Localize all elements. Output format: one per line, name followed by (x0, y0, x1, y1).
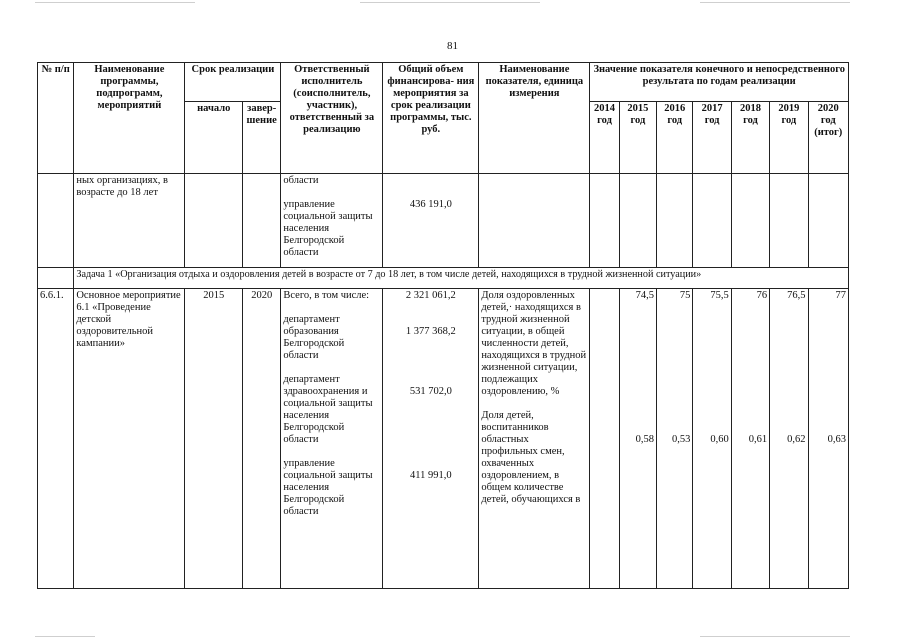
indicator-value: 75 (679, 290, 691, 301)
header-indicator: Наименование показателя, единица измерения (479, 63, 590, 174)
header-responsible: Ответственный исполнитель (соисполнитель, участник), ответственный за реализацию (281, 63, 383, 174)
indicator-value: 75,5 (710, 290, 729, 301)
year-suffix: год (743, 115, 758, 126)
funding-amount: 411 991,0 (410, 470, 452, 481)
header-year-2019 (770, 102, 808, 174)
header-year-2020 (808, 102, 848, 174)
indicator-value: 0,60 (710, 434, 729, 445)
funding-amount: 1 377 368,2 (405, 326, 456, 337)
header-funding: Общий объем финансирова- ния мероприятия за срок реализации программы, тыс. руб. (383, 63, 479, 174)
cell-responsible (281, 289, 383, 589)
cell-no (38, 174, 74, 268)
top-edge-line (360, 2, 540, 3)
program-table (37, 62, 849, 589)
cell-year-2019 (770, 289, 808, 589)
cell-funding (383, 174, 479, 268)
indicator-value: 0,58 (635, 434, 655, 445)
header-start: начало (185, 102, 243, 174)
header-year-2017 (693, 102, 731, 174)
indicator-value: 0,53 (672, 434, 691, 445)
indicator-value: 74,5 (635, 290, 655, 301)
indicator-value: 76 (756, 290, 768, 301)
year-label: 2020 (817, 103, 839, 114)
year-suffix: год (667, 115, 683, 126)
header-period: Срок реализации (185, 63, 281, 102)
cell-year-2014 (590, 289, 619, 589)
year-label: 2015 (627, 103, 649, 114)
page-number: 81 (447, 40, 458, 52)
header-year-2014 (590, 102, 619, 174)
header-year-2018 (731, 102, 769, 174)
cell-name: Основное мероприятие 6.1 «Проведение детской оздоровительной кампании» (74, 289, 185, 589)
bottom-edge-line (35, 636, 95, 637)
year-label: 2018 (739, 103, 761, 114)
cell-responsible (281, 174, 383, 268)
year-suffix: год (781, 115, 797, 126)
responsible-entry: департамент образования Белгородской области (283, 314, 345, 361)
top-edge-line (700, 2, 850, 3)
year-suffix: год (630, 115, 646, 126)
cell-end: 2020 (243, 289, 281, 589)
cell-indicator (479, 289, 590, 589)
header-year-2015 (619, 102, 656, 174)
year-suffix: год (итог) (814, 115, 843, 138)
cell-end (243, 174, 281, 268)
indicator-value: 0,61 (748, 434, 768, 445)
year-label: 2017 (701, 103, 723, 114)
funding-amount: 531 702,0 (409, 386, 452, 397)
header-name: Наименование программы, подпрограмм, мероприятий (74, 63, 185, 174)
cell-year-2020 (808, 289, 848, 589)
indicator-text: Доля детей, воспитанников областных профильных смен, охваченных оздоровлением, в общем количестве детей, обучающихся в (481, 410, 581, 505)
header-row-1 (38, 63, 849, 102)
indicator-value: 76,5 (787, 290, 806, 301)
cell-year-2016 (657, 289, 693, 589)
header-no: № п/п (38, 63, 74, 174)
cell-year-2015 (619, 289, 656, 589)
funding-amount: 436 191,0 (409, 199, 452, 210)
cell-name: ных организациях, в возрасте до 18 лет (74, 174, 185, 268)
cell-start: 2015 (185, 289, 243, 589)
year-label: 2016 (664, 103, 686, 114)
cell-indicator (479, 174, 590, 268)
year-suffix: год (597, 115, 612, 126)
cell-no: 6.6.1. (38, 289, 74, 589)
continuation-row (38, 174, 849, 268)
responsible-entry: департамент здравоохранения и социальной защиты населения Белгородской области (283, 374, 373, 445)
task-row (38, 268, 849, 289)
indicator-value: 0,63 (827, 434, 846, 445)
header-end: завер- шение (243, 102, 281, 174)
indicator-text: Доля оздоровленных детей,· находящихся в трудной жизненной ситуации, в общей численности детей, находящихся в трудной жизненной ситуации, подлежащих оздоровлению, % (481, 290, 587, 397)
funding-amount: 2 321 061,2 (405, 290, 456, 301)
year-label: 2019 (778, 103, 800, 114)
header-values-group: Значение показателя конечного и непосредственного результата по годам реализации (590, 63, 849, 102)
indicator-value: 77 (835, 290, 846, 301)
bottom-edge-line (700, 636, 850, 637)
cell-year-2018 (731, 289, 769, 589)
year-label: 2014 (594, 103, 616, 114)
indicator-value: 0,62 (787, 434, 806, 445)
responsible-entry: Всего, в том числе: (283, 290, 370, 301)
year-suffix: год (704, 115, 720, 126)
responsible-entry: управление социальной защиты населения Белгородской области (283, 199, 373, 258)
task-title: Задача 1 «Организация отдыха и оздоровления детей в возрасте от 7 до 18 лет, в том числе детей, находящихся в трудной жизненной ситуации» (74, 268, 849, 289)
top-edge-line (35, 2, 195, 3)
header-year-2016 (657, 102, 693, 174)
main-row (38, 289, 849, 589)
responsible-entry: управление социальной защиты населения Белгородской области (283, 458, 373, 517)
cell-funding (383, 289, 479, 589)
cell-year-2017 (693, 289, 731, 589)
responsible-entry: области (283, 175, 319, 186)
cell-start (185, 174, 243, 268)
